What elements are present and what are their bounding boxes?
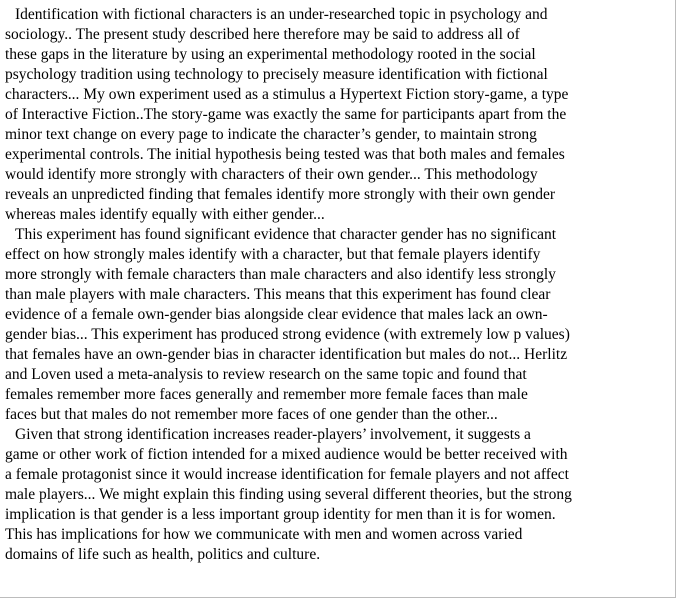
- text-line: faces but that males do not remember more faces of one gender than the other...: [5, 406, 498, 423]
- text-line: implication is that gender is a less important group identity for men than it is for women.: [5, 506, 556, 523]
- text-line: This has implications for how we communicate with men and women across varied: [5, 526, 523, 543]
- text-line: these gaps in the literature by using an experimental methodology rooted in the social: [5, 46, 536, 63]
- text-line: that females have an own-gender bias in character identification but males do not... Herlitz: [5, 346, 568, 363]
- text-line: Identification with fictional characters is an under-researched topic in psychology and: [15, 6, 548, 23]
- text-line: experimental controls. The initial hypothesis being tested was that both males and females: [5, 146, 565, 163]
- text-line: Given that strong identification increases reader-players’ involvement, it suggests a: [15, 426, 531, 443]
- text-line: psychology tradition using technology to precisely measure identification with fictional: [5, 66, 548, 83]
- text-line: reveals an unpredicted finding that females identify more strongly with their own gender: [5, 186, 556, 203]
- text-line: females remember more faces generally and remember more female faces than male: [5, 386, 528, 403]
- text-line: minor text change on every page to indicate the character’s gender, to maintain strong: [5, 126, 537, 143]
- text-line: sociology.. The present study described here therefore may be said to address all of: [5, 26, 520, 43]
- text-line: domains of life such as health, politics and culture.: [5, 546, 321, 563]
- paragraph-3: [5, 425, 675, 565]
- text-line: than male players with male characters. This means that this experiment has found clear: [5, 286, 551, 303]
- text-line: characters... My own experiment used as a stimulus a Hypertext Fiction story-game, a type: [5, 86, 569, 103]
- text-line: This experiment has found significant evidence that character gender has no significant: [15, 226, 557, 243]
- document-text: [5, 5, 675, 565]
- paragraph-1: [5, 5, 675, 225]
- text-line: whereas males identify equally with either gender...: [5, 206, 325, 223]
- text-line: game or other work of fiction intended for a mixed audience would be better received with: [5, 446, 568, 463]
- text-line: more strongly with female characters than male characters and also identify less strongly: [5, 266, 556, 283]
- text-line: would identify more strongly with characters of their own gender... This methodology: [5, 166, 538, 183]
- text-line: effect on how strongly males identify with a character, but that female players identify: [5, 246, 541, 263]
- text-line: of Interactive Fiction..The story-game was exactly the same for participants apart from the: [5, 106, 567, 123]
- text-line: gender bias... This experiment has produced strong evidence (with extremely low p values): [5, 326, 570, 343]
- text-line: a female protagonist since it would increase identification for female players and not affect: [5, 466, 569, 483]
- paragraph-2: [5, 225, 675, 425]
- text-line: evidence of a female own-gender bias alongside clear evidence that males lack an own-: [5, 306, 548, 323]
- text-line: and Loven used a meta-analysis to review research on the same topic and found that: [5, 366, 527, 383]
- text-line: male players... We might explain this finding using several different theories, but the strong: [5, 486, 572, 503]
